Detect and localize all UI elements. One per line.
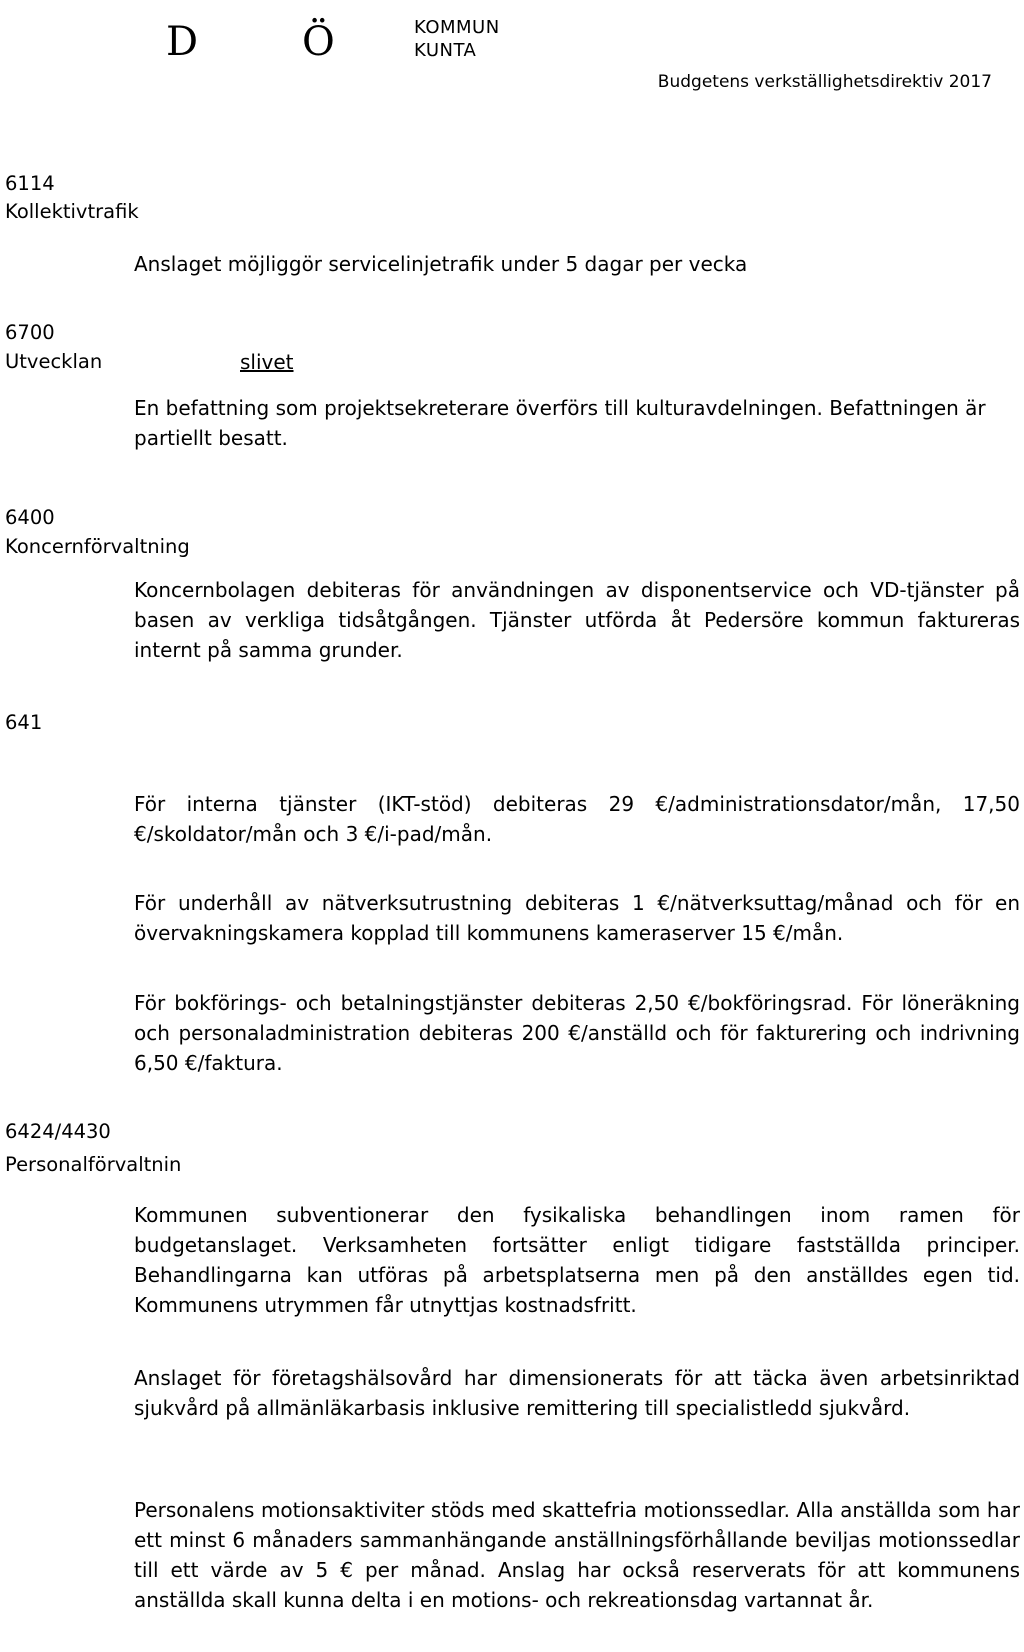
section-name: Koncernförvaltning	[5, 535, 190, 558]
section-code: 6114	[5, 172, 55, 195]
logo-word-kunta: KUNTA	[414, 40, 477, 61]
logo-letter-d: D	[166, 19, 199, 65]
paragraph: För bokförings- och betalningstjänster debiteras 2,50 €/bokföringsrad. För löneräkning och personaladministration debiteras 200 €/anställd och för fakturering och indrivning 6,50 €/faktura.	[134, 991, 1020, 1075]
section-code: 6424/4430	[5, 1120, 111, 1143]
text-fragment: slivet	[240, 350, 294, 374]
paragraph: Kommunen subventionerar den fysikaliska behandlingen inom ramen för budgetanslaget. Verksamheten fortsätter enligt tidigare fastställda principer. Behandlingarna kan utföras på arbetsplatserna men på den anställdes egen tid. Kommunens utrymmen får utnyttjas kostnadsfritt.	[134, 1203, 1020, 1317]
paragraph: En befattning som projektsekreterare överförs till kulturavdelningen. Befattningen är partiellt besatt.	[134, 396, 986, 450]
section-code: 6700	[5, 321, 55, 344]
section-name: Kollektivtrafik	[5, 200, 139, 223]
paragraph: Anslaget för företagshälsovård har dimensionerats för att täcka även arbetsinriktad sjukvård på allmänläkarbasis inklusive remittering till specialistledd sjukvård.	[134, 1366, 1020, 1420]
paragraph: För interna tjänster (IKT-stöd) debiteras 29 €/administrationsdator/mån, 17,50 €/skoldator/mån och 3 €/i-pad/mån.	[134, 792, 1020, 846]
section-name: Personalförvaltnin	[5, 1153, 182, 1176]
paragraph: Koncernbolagen debiteras för användningen av disponentservice och VD-tjänster på basen av verkliga tidsåtgången. Tjänster utförda åt Pedersöre kommun faktureras internt på samma grunder.	[134, 578, 1020, 662]
section-code: 6400	[5, 506, 55, 529]
logo-word-kommun: KOMMUN	[414, 17, 500, 38]
paragraph: Anslaget möjliggör servicelinjetrafik under 5 dagar per vecka	[134, 252, 748, 276]
logo-letter-o: Ö	[302, 19, 335, 65]
paragraph: För underhåll av nätverksutrustning debiteras 1 €/nätverksuttag/månad och för en övervakningskamera kopplad till kommunens kameraserver 15 €/mån.	[134, 891, 1020, 945]
section-name: Utvecklan	[5, 350, 103, 373]
paragraph: Personalens motionsaktiviter stöds med skattefria motionssedlar. Alla anställda som har ett minst 6 månaders sammanhängande anställningsförhållande beviljas motionssedlar till ett värde av 5 € per månad. Anslag har också reserverats för att kommunens anställda skall kunna delta i en motions- och rekreationsdag vartannat år.	[134, 1498, 1020, 1612]
document-title: Budgetens verkställighetsdirektiv 2017	[657, 72, 992, 92]
section-code: 641	[5, 711, 43, 734]
